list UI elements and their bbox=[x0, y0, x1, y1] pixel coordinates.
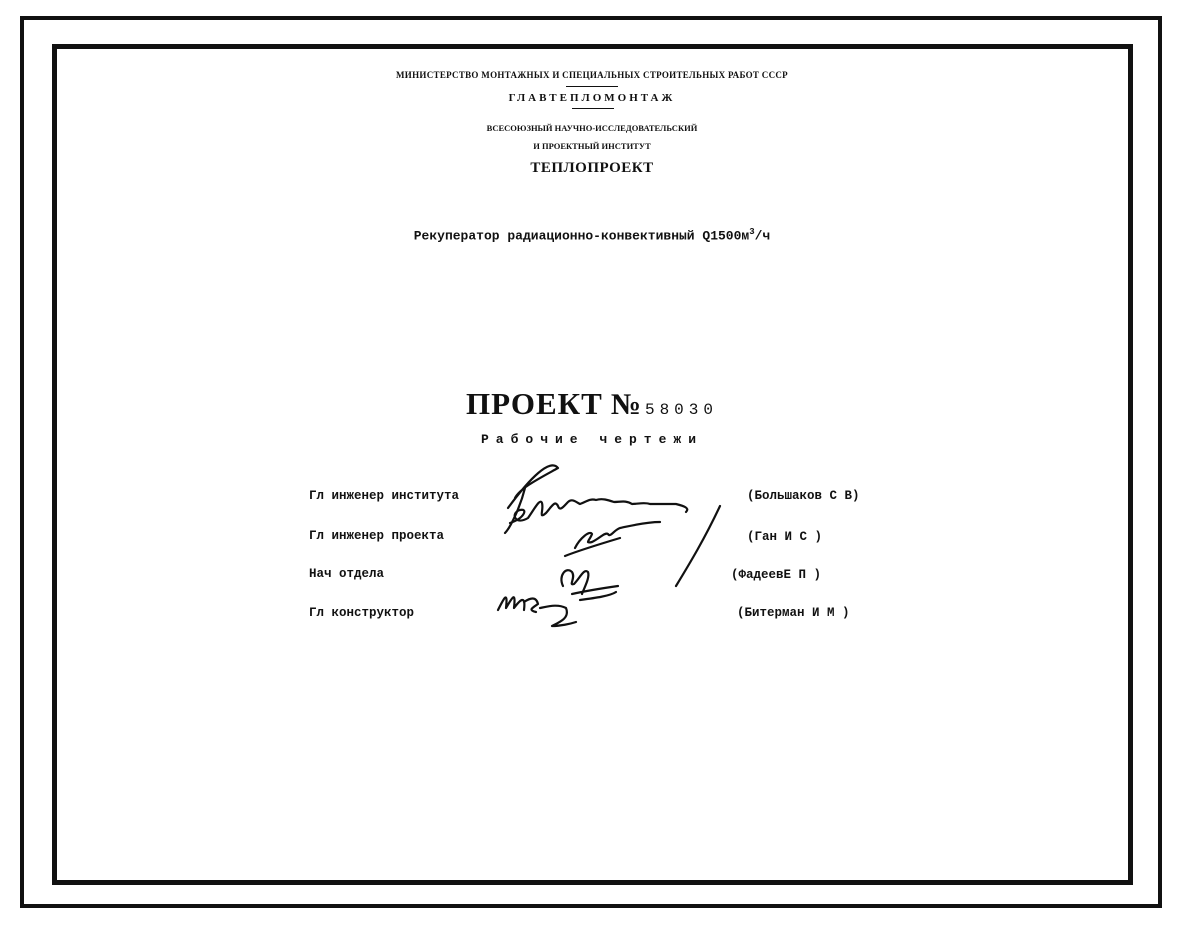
ministry-title: МИНИСТЕРСТВО МОНТАЖНЫХ И СПЕЦИАЛЬНЫХ СТРОИТЕЛЬНЫХ РАБОТ СССР bbox=[396, 70, 788, 80]
signature-biterman bbox=[498, 597, 576, 626]
institute-name: ТЕПЛОПРОЕКТ bbox=[530, 160, 654, 176]
approval-name-biterman: (Битерман И М ) bbox=[737, 606, 850, 620]
signature-gan bbox=[565, 522, 660, 556]
glavk-title bbox=[0, 92, 1184, 104]
subject-text: Рекуператор радиационно-конвективный Q1500м bbox=[413, 228, 750, 244]
project-number-sign: № bbox=[610, 388, 641, 421]
signature-long-stroke bbox=[676, 506, 720, 586]
project-title: ПРОЕКТ bbox=[466, 386, 603, 421]
glavk-name: ГЛАВТЕПЛОМОНТАЖ bbox=[508, 92, 676, 104]
approval-role-chief-engineer-project: Гл инженер проекта bbox=[309, 529, 445, 543]
approval-name-bolshakov: (Большаков С В) bbox=[747, 489, 860, 503]
institute-line-2: И ПРОЕКТНЫЙ ИНСТИТУТ bbox=[533, 141, 651, 151]
handwritten-signatures bbox=[480, 458, 740, 633]
institute-line-1: ВСЕСОЮЗНЫЙ НАУЧНО-ИССЛЕДОВАТЕЛЬСКИЙ bbox=[486, 123, 698, 133]
signature-fadeev bbox=[561, 570, 618, 600]
subject-superscript: 3 bbox=[749, 227, 755, 237]
approval-role-department-head: Нач отдела bbox=[309, 567, 385, 581]
approval-name-fadeev: (ФадеевЕ П ) bbox=[731, 568, 822, 582]
approval-role-chief-designer: Гл конструктор bbox=[309, 606, 415, 620]
project-heading bbox=[0, 386, 1184, 422]
approval-name-gan: (Ган И С ) bbox=[747, 530, 823, 544]
project-number: 58030 bbox=[644, 401, 718, 419]
subject-line bbox=[0, 227, 1184, 243]
subject-suffix: /ч bbox=[754, 228, 771, 244]
approval-role-chief-engineer-institute: Гл инженер института bbox=[309, 489, 460, 503]
project-subtitle: Рабочие чертежи bbox=[480, 432, 704, 447]
